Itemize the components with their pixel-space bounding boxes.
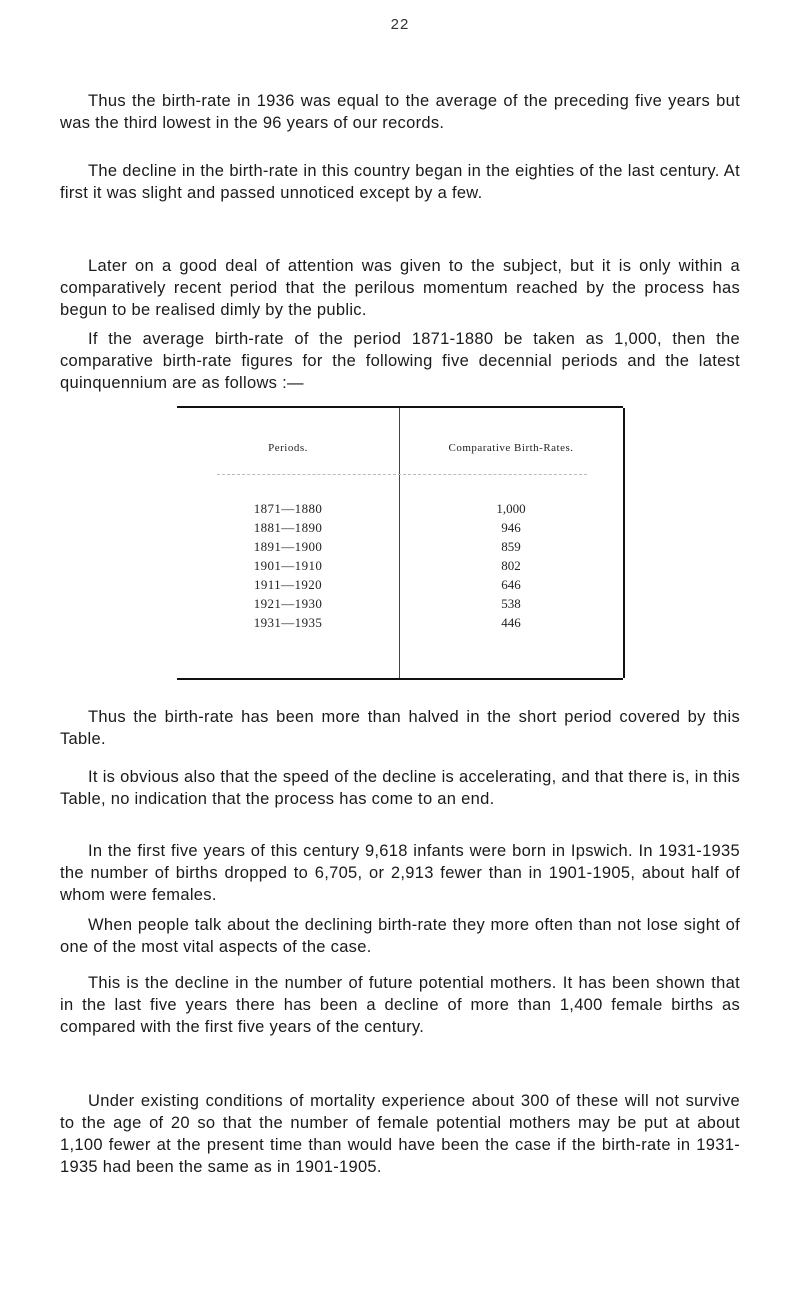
table-cell-period: 1891—1900 <box>253 539 323 554</box>
paragraph-1: Thus the birth-rate in 1936 was equal to the average of the preceding five years but was the third lowest in the 96 years of our records. <box>60 92 740 132</box>
birth-rate-table <box>177 406 623 680</box>
table-cell-rate: 802 <box>501 558 521 573</box>
paragraph-9: This is the decline in the number of future potential mothers. It has been shown that in the last five years there has been a decline of more than 1,400 female births as compared with the first five years of the century. <box>60 974 740 1036</box>
table-row <box>177 613 623 632</box>
page-number: 22 <box>390 16 410 33</box>
table-cell-period: 1881—1890 <box>253 520 323 535</box>
paragraph-10: Under existing conditions of mortality experience about 300 of these will not survive to the age of 20 so that the number of female potential mothers may be put at about 1,100 fewer at the present time than would have been the case if the birth-rate in 1931-1935 had been the same as in 1901-1905. <box>60 1092 740 1176</box>
paragraph-8: When people talk about the declining birth-rate they more often than not lose sight of one of the most vital aspects of the case. <box>60 916 740 956</box>
table-row <box>177 594 623 613</box>
table-row <box>177 537 623 556</box>
paragraph-3: Later on a good deal of attention was given to the subject, but it is only within a comparatively recent period that the perilous momentum reached by the process has begun to be realised dimly by the public. <box>60 257 740 319</box>
paragraph-6: It is obvious also that the speed of the decline is accelerating, and that there is, in this Table, no indication that the process has come to an end. <box>60 768 740 808</box>
table-header-rates: Comparative Birth-Rates. <box>448 442 574 454</box>
table-row <box>177 556 623 575</box>
table-cell-rate: 646 <box>501 577 521 592</box>
table-header-periods: Periods. <box>268 442 308 454</box>
table-cell-period: 1921—1930 <box>253 596 323 611</box>
table-row <box>177 499 623 518</box>
paragraph-2: The decline in the birth-rate in this country began in the eighties of the last century. At first it was slight and passed unnoticed except by a few. <box>60 162 740 202</box>
table-cell-period: 1871—1880 <box>253 501 323 516</box>
table-header-separator <box>217 474 587 475</box>
table-cell-rate: 946 <box>501 520 521 535</box>
table-cell-period: 1901—1910 <box>253 558 323 573</box>
paragraph-7: In the first five years of this century 9,618 infants were born in Ipswich. In 1931-1935 the number of births dropped to 6,705, or 2,913 fewer than in 1901-1905, about half of whom were females. <box>60 842 740 904</box>
table-cell-rate: 538 <box>501 596 521 611</box>
table-cell-rate: 446 <box>501 615 521 630</box>
table-body <box>177 499 623 632</box>
paragraph-5: Thus the birth-rate has been more than halved in the short period covered by this Table. <box>60 708 740 748</box>
table-cell-period: 1911—1920 <box>253 577 323 592</box>
table-row <box>177 575 623 594</box>
table-right-border <box>623 408 625 678</box>
paragraph-4: If the average birth-rate of the period 1871-1880 be taken as 1,000, then the comparative birth-rate figures for the following five decennial periods and the latest quinquennium are as follows :— <box>60 330 740 392</box>
table-row <box>177 518 623 537</box>
table-cell-rate: 1,000 <box>496 501 526 516</box>
table-cell-period: 1931—1935 <box>253 615 323 630</box>
table-cell-rate: 859 <box>501 539 521 554</box>
